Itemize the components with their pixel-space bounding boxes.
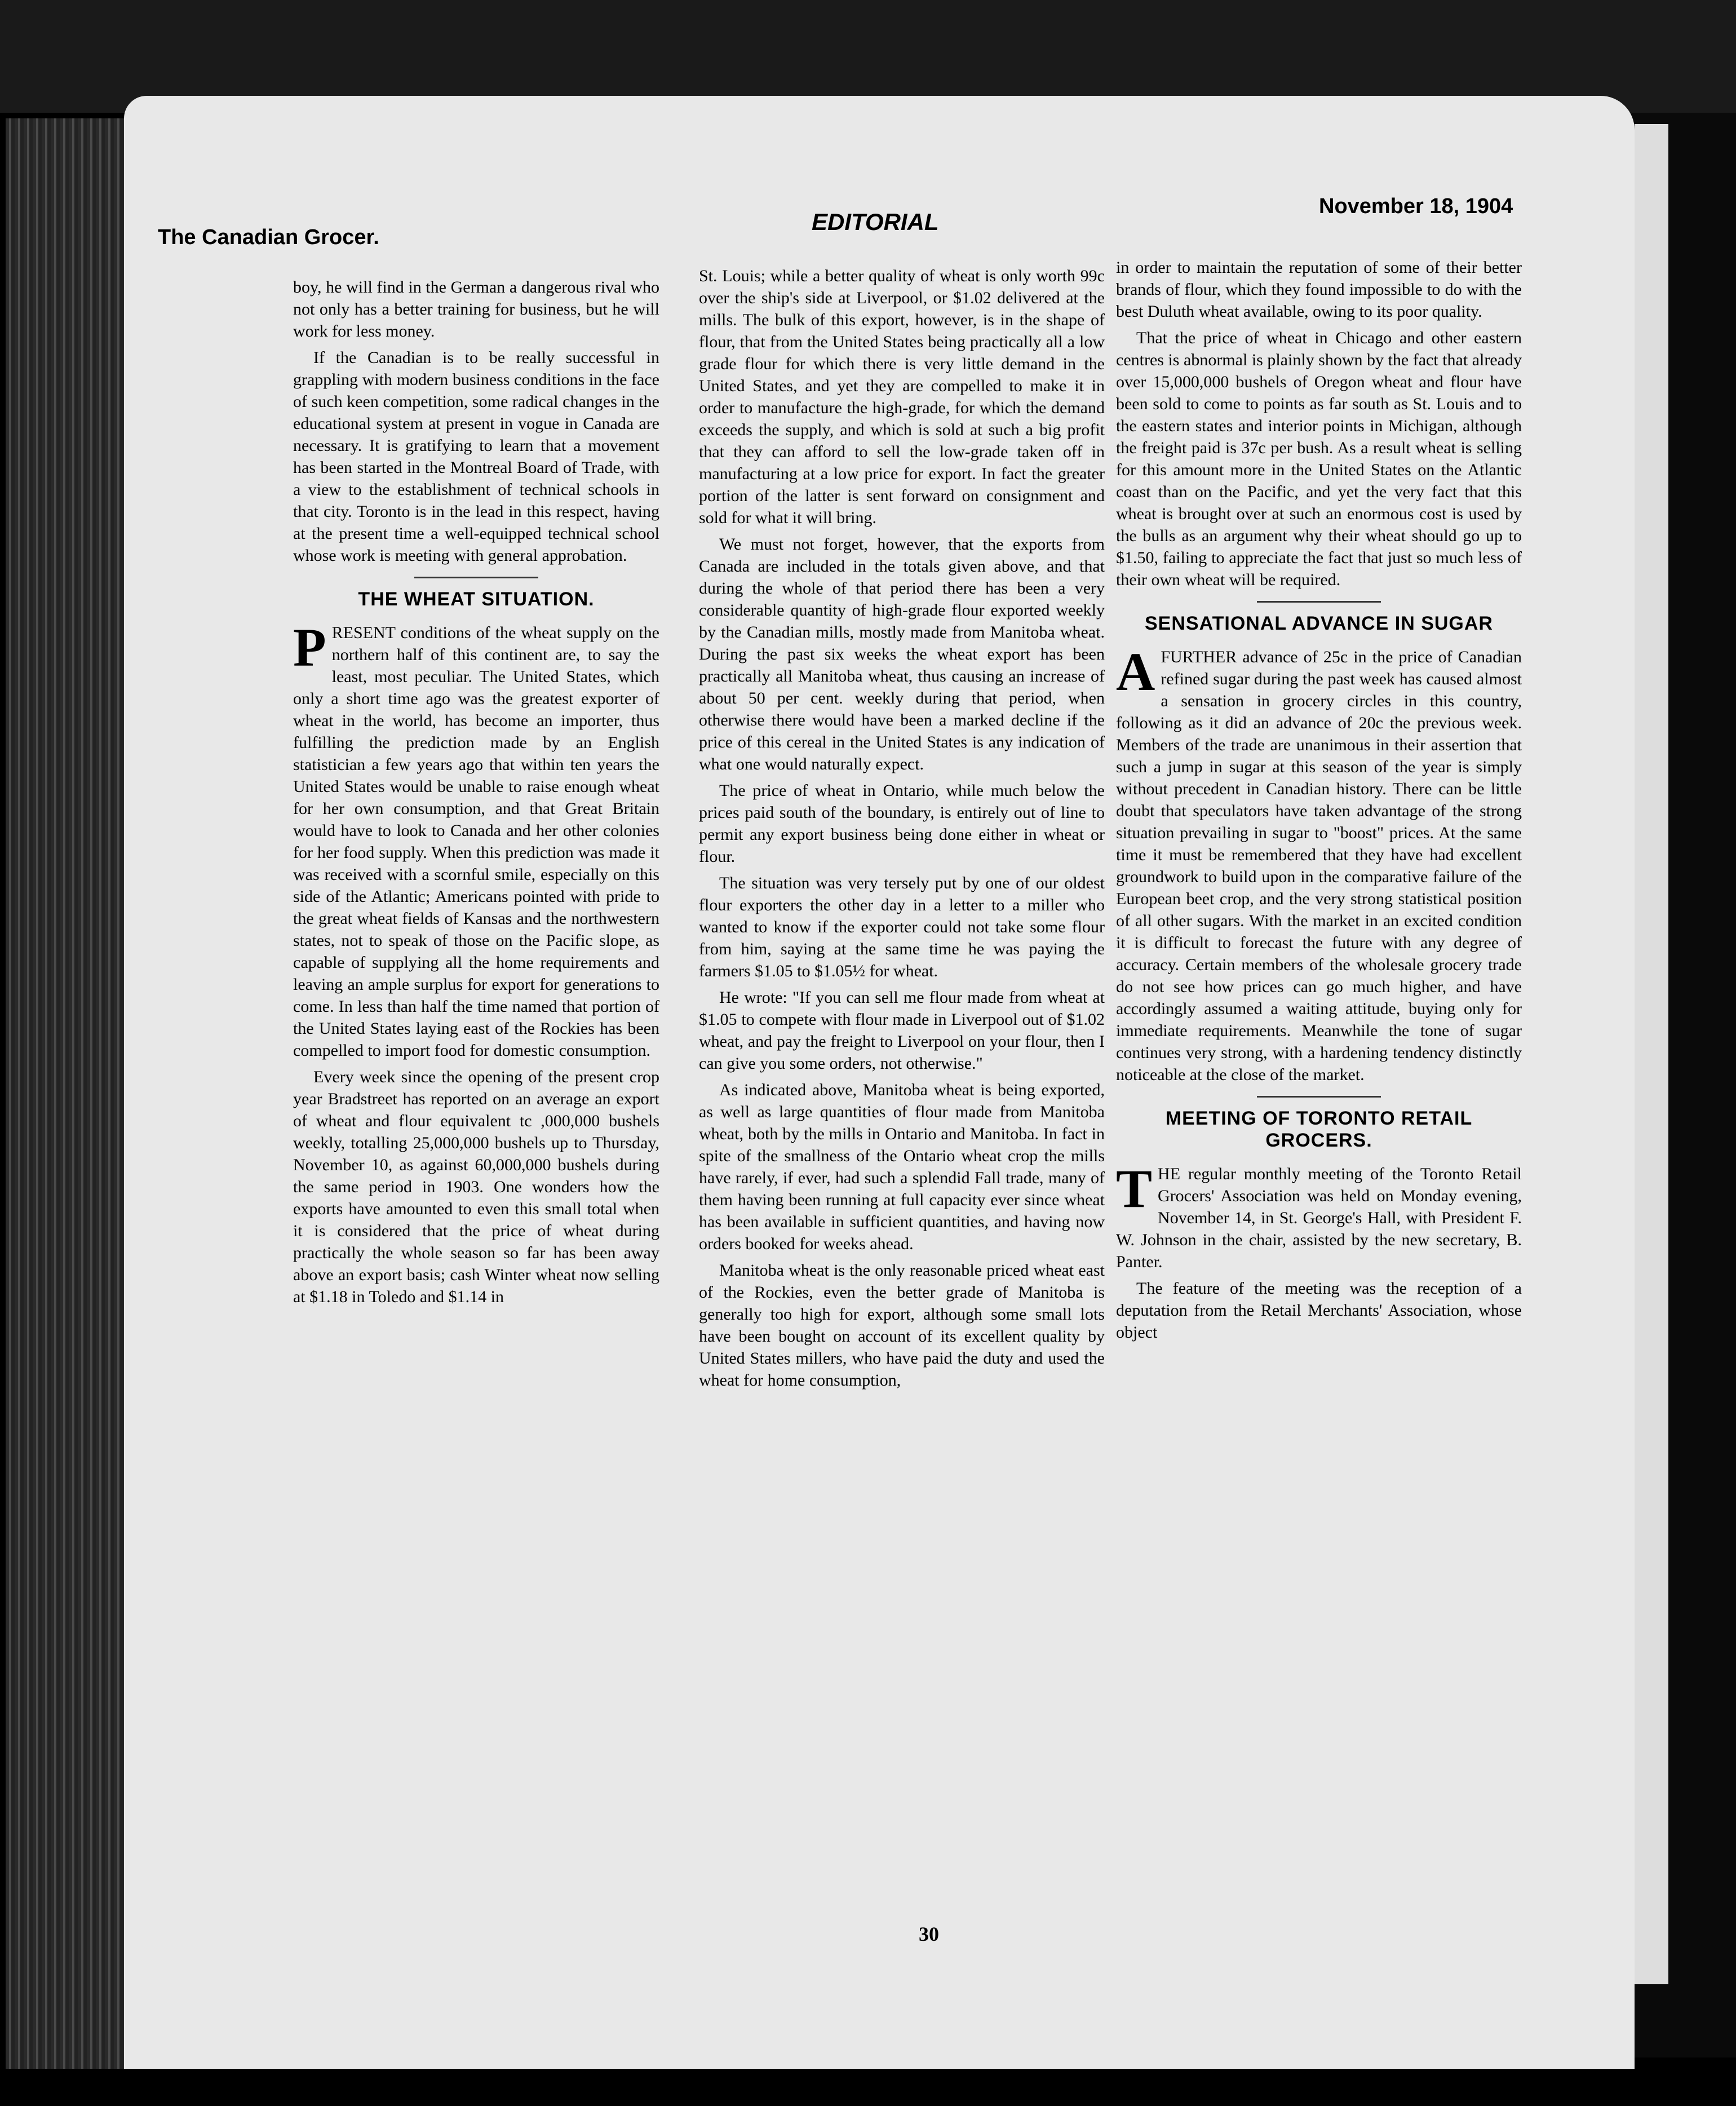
paragraph: He wrote: "If you can sell me flour made from wheat at $1.05 to compete with flour made in Liverpool out of $1.02 wheat, and pay the freight to Liverpool on your flour, then I can give you some orders, not otherwise." — [699, 988, 1105, 1073]
section-title: EDITORIAL — [812, 209, 939, 235]
paragraph: We must not forget, however, that the exports from Canada are included in the totals given above, and that during the whole of that period there has been a very considerable quantity of high-grade flour exported weekly by the Canadian mills, mostly made from Manitoba wheat. During the past six weeks the wheat export has been practically all Manitoba wheat, thus causing an increase of about 50 per cent. weekly during that period, when otherwise there would have been a marked decline if the price of this cereal in the United States is any indication of what one would naturally expect. — [699, 535, 1105, 773]
column-left — [293, 276, 659, 1312]
paragraph: boy, he will find in the German a dangerous rival who not only has a better training for business, but he will work for less money. — [293, 278, 659, 340]
column-right — [1116, 256, 1522, 1348]
divider-rule — [1257, 1096, 1381, 1098]
paragraph: St. Louis; while a better quality of wheat is only worth 99c over the ship's side at Liverpool, or $1.02 delivered at the mills. The bulk of this export, however, is in the shape of flour, that from the United States being practically all a low grade flour for which there is very little demand in the United States, and yet they are compelled to make it in order to manufacture the high-grade, for which the demand exceeds the supply, and which is sold at such a big profit that they can afford to sell the low-grade taken off in manufacturing at a low price for export. In fact the greater portion of the latter is sent forward on consignment and sold for what it will bring. — [699, 267, 1105, 527]
paragraph: The price of wheat in Ontario, while much below the prices paid south of the boundary, is entirely out of line to permit any export business being done either in wheat or flour. — [699, 781, 1105, 866]
paragraph: As indicated above, Manitoba wheat is being exported, as well as large quantities of flour made from Manitoba wheat, both by the mills in Ontario and Manitoba. In fact in spite of the smallness of the Ontario wheat crop the mills have rarely, if ever, had such a splendid Fall trade, many of them having been running at full capacity ever since wheat has been available in sufficient quantities, and having now orders booked for weeks ahead. — [699, 1081, 1105, 1253]
paragraph: THE regular monthly meeting of the Toronto Retail Grocers' Association was held on Monday evening, November 14, in St. George's Hall, with President F. W. Johnson in the chair, assisted by the new secretary, B. Panter. — [1116, 1158, 1522, 1271]
paragraph: AFURTHER advance of 25c in the price of Canadian refined sugar during the past week has caused almost a sensation in grocery circles in this country, following as it did an advance of 20c the previous week. Members of the trade are unanimous in their assertion that such a jump in sugar at this season of the year is simply without precedent in Canadian history. There can be little doubt that speculators have taken advantage of the strong situation prevailing in sugar to "boost" prices. At the same time it must be remembered that they have had excellent groundwork to build upon in the comparative failure of the European beet crop, and the very strong statistical position of all other sugars. With the market in an excited condition it is difficult to forecast the future with any degree of accuracy. Certain members of the wholesale grocery trade do not see how prices can go much higher, and have accordingly assumed a waiting attitude, buying only for immediate requirements. Meanwhile the tone of sugar continues very strong, with a hardening tendency distinctly noticeable at the close of the market. — [1116, 641, 1522, 1084]
article-heading-meeting: MEETING OF TORONTO RETAIL GROCERS. — [1165, 1108, 1473, 1151]
paragraph: The situation was very tersely put by one of our oldest flour exporters the other day in a letter to a miller who wanted to know if the exporter could not take some flour from him, saying at the same time he was paying the farmers $1.05 to $1.05½ for wheat. — [699, 874, 1105, 980]
drop-cap: T — [1116, 1158, 1153, 1219]
divider-rule — [414, 577, 538, 578]
paragraph: in order to maintain the reputation of some of their better brands of flour, which they found impossible to do with the best Duluth wheat available, owing to its poor quality. — [1116, 258, 1522, 321]
page-number: 30 — [919, 1923, 939, 1945]
column-middle — [699, 265, 1105, 1396]
paragraph: The feature of the meeting was the reception of a deputation from the Retail Merchants' Association, whose object — [1116, 1279, 1522, 1342]
article-heading-sugar: SENSATIONAL ADVANCE IN SUGAR — [1144, 613, 1493, 634]
paragraph: That the price of wheat in Chicago and other eastern centres is abnormal is plainly shown by the fact that already over 15,000,000 bushels of Oregon wheat and flour have been sold to come to points as far south as St. Louis and to the eastern states and interior points in Michigan, although the freight paid is 37c per bush. As a result wheat is selling for this amount more in the United States on the Atlantic coast than on the Pacific, and yet the very fact that this wheat is brought over at such an enormous cost is used by the bulls as an argument why their wheat should go up to $1.50, failing to appreciate the fact that just so much less of their own wheat will be required. — [1116, 329, 1522, 589]
divider-rule — [1257, 601, 1381, 603]
article-heading-wheat: THE WHEAT SITUATION. — [358, 589, 595, 610]
paragraph: Manitoba wheat is the only reasonable priced wheat east of the Rockies, even the better grade of Manitoba is generally too high for export, although some small lots have been bought on account of its excellent quality by United States millers, who have paid the duty and used the wheat for home consumption, — [699, 1261, 1105, 1390]
drop-cap: A — [1116, 641, 1155, 702]
drop-cap: P — [293, 617, 326, 678]
next-page-strip — [1635, 124, 1668, 1984]
publication-title: The Canadian Grocer. — [158, 225, 379, 249]
paragraph: PRESENT conditions of the wheat supply on the northern half of this continent are, to say the least, most peculiar. The United States, which only a short time ago was the greatest exporter of wheat in the world, has become an importer, thus fulfilling the prediction made by an English statistician a few years ago that within ten years the United States would be unable to raise enough wheat for her own consumption, and that Great Britain would have to look to Canada and her other colonies for her food supply. When this prediction was made it was received with a scornful smile, especially on this side of the Atlantic; Americans pointed with pride to the great wheat fields of Kansas and the northwestern states, not to speak of those on the Pacific slope, as capable of supplying all the home requirements and leaving an ample surplus for export for generations to come. In less than half the time named that portion of the United States laying east of the Rockies has been compelled to import food for domestic consumption. — [293, 617, 659, 1060]
issue-date: November 18, 1904 — [1319, 194, 1513, 218]
paragraph: If the Canadian is to be really successful in grappling with modern business conditions in the face of such keen competition, some radical changes in the educational system at present in vogue in Canada are necessary. It is gratifying to learn that a movement has been started in the Montreal Board of Trade, with a view to the establishment of technical schools in that city. Toronto is in the lead in this respect, having at the present time a well-equipped technical school whose work is meeting with general approbation. — [293, 348, 659, 565]
paragraph: Every week since the opening of the present crop year Bradstreet has reported on an average an export of wheat and flour equivalent tc ,000,000 bushels weekly, totalling 25,000,000 bushels up to Thursday, November 10, as against 60,000,000 bushels during the same period in 1903. One wonders how the exports have amounted to even this small total when it is considered that the price of wheat during practically the whole season so far has been away above an export basis; cash Winter wheat now selling at $1.18 in Toledo and $1.14 in — [293, 1068, 659, 1306]
